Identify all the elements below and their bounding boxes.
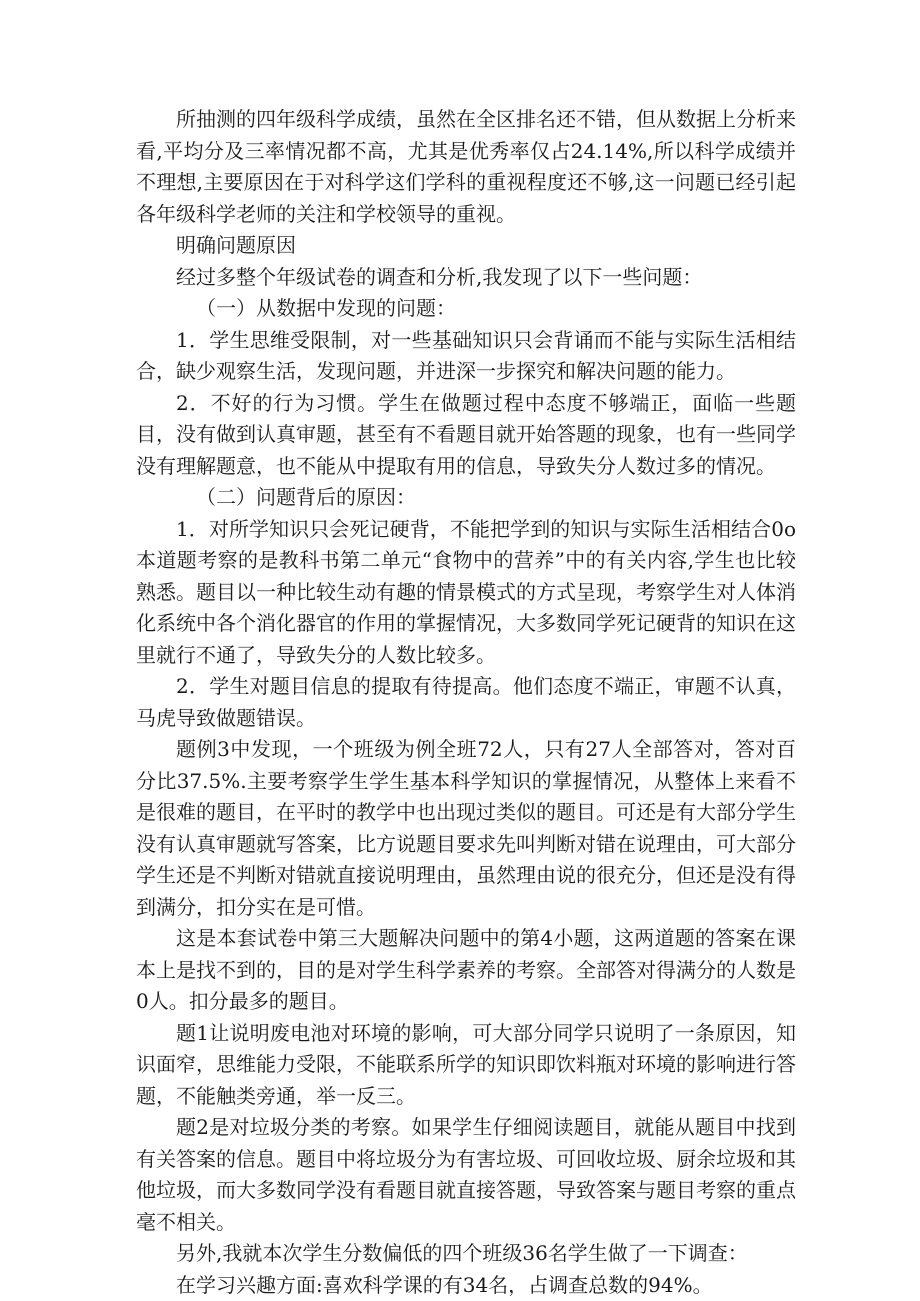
- document-body: [136, 104, 796, 1301]
- section-heading-underlying-causes: （二）问题背后的原因：: [196, 485, 416, 509]
- paragraph-learning-interest: 在学习兴趣方面:喜欢科学课的有34名，占调查总数的94%。: [176, 1272, 713, 1297]
- paragraph-survey-lead: 经过多整个年级试卷的调查和分析,我发现了以下一些问题：: [176, 264, 703, 289]
- paragraph-example-2: 题2是对垃圾分类的考察。如果学生仔细阅读题目，就能从题目中找到有关答案的信息。题目中将垃圾分为有害垃圾、可回收垃圾、厨余垃圾和其他垃圾，而大多数同学没有看题目就直接答题，导致答案与题目考察的重点毫不相关。: [136, 1115, 796, 1234]
- paragraph-intro: 所抽测的四年级科学成绩，虽然在全区排名还不错，但从数据上分析来看,平均分及三率情况都不高，尤其是优秀率仅占24.14%,所以科学成绩并不理想,主要原因在于对科学这们学科的重视程度还不够,这一问题已经引起各年级科学老师的关注和学校领导的重视。: [136, 107, 796, 226]
- section-heading-data-problems: （一）从数据中发现的问题：: [196, 296, 456, 320]
- paragraph-question-4: 这是本套试卷中第三大题解决问题中的第4小题，这两道题的答案在课本上是找不到的，目的是对学生科学素养的考察。全部答对得满分的人数是0人。扣分最多的题目。: [136, 926, 796, 1013]
- paragraph-problem-2: 2．不好的行为习惯。学生在做题过程中态度不够端正，面临一些题目，没有做到认真审题，甚至有不看题目就开始答题的现象，也有一些同学没有理解题意，也不能从中提取有用的信息，导致失分人数过多的情况。: [136, 390, 796, 478]
- paragraph-problem-1: 1．学生思维受限制，对一些基础知识只会背诵而不能与实际生活相结合，缺少观察生活，发现问题，并进深一步探究和解决问题的能力。: [136, 327, 796, 383]
- paragraph-example-3: 题例3中发现，一个班级为例全班72人，只有27人全部答对，答对百分比37.5%.主要考察学生学生基本科学知识的掌握情况，从整体上来看不是很难的题目，在平时的教学中也出现过类似的题目。可还是有大部分学生没有认真审题就写答案，比方说题目要求先叫判断对错在说理由，可大部分学生还是不判断对错就直接说明理由，虽然理由说的很充分，但还是没有得到满分，扣分实在是可惜。: [136, 737, 796, 919]
- paragraph-student-survey: 另外,我就本次学生分数偏低的四个班级36名学生做了一下调查：: [176, 1241, 748, 1265]
- paragraph-cause-2: 2．学生对题目信息的提取有待提高。他们态度不端正，审题不认真，马虎导致做题错误。: [136, 674, 796, 730]
- paragraph-cause-1: 1．对所学知识只会死记硬背，不能把学到的知识与实际生活相结合0o 本道题考察的是教科书第二单元“食物中的营养”中的有关内容,学生也比较熟悉。题目以一种比较生动有趣的情景模式的方式呈现，考察学生对人体消化系统中各个消化器官的作用的掌握情况，大多数同学死记硬背的知识在这里就行不通了，导致失分的人数比较多。: [136, 516, 796, 667]
- paragraph-example-1: 题1让说明废电池对环境的影响，可大部分同学只说明了一条原因，知识面窄，思维能力受限，不能联系所学的知识即饮料瓶对环境的影响进行答题，不能触类旁通，举一反三。: [136, 1020, 796, 1108]
- heading-problem-causes: 明确问题原因: [176, 233, 296, 257]
